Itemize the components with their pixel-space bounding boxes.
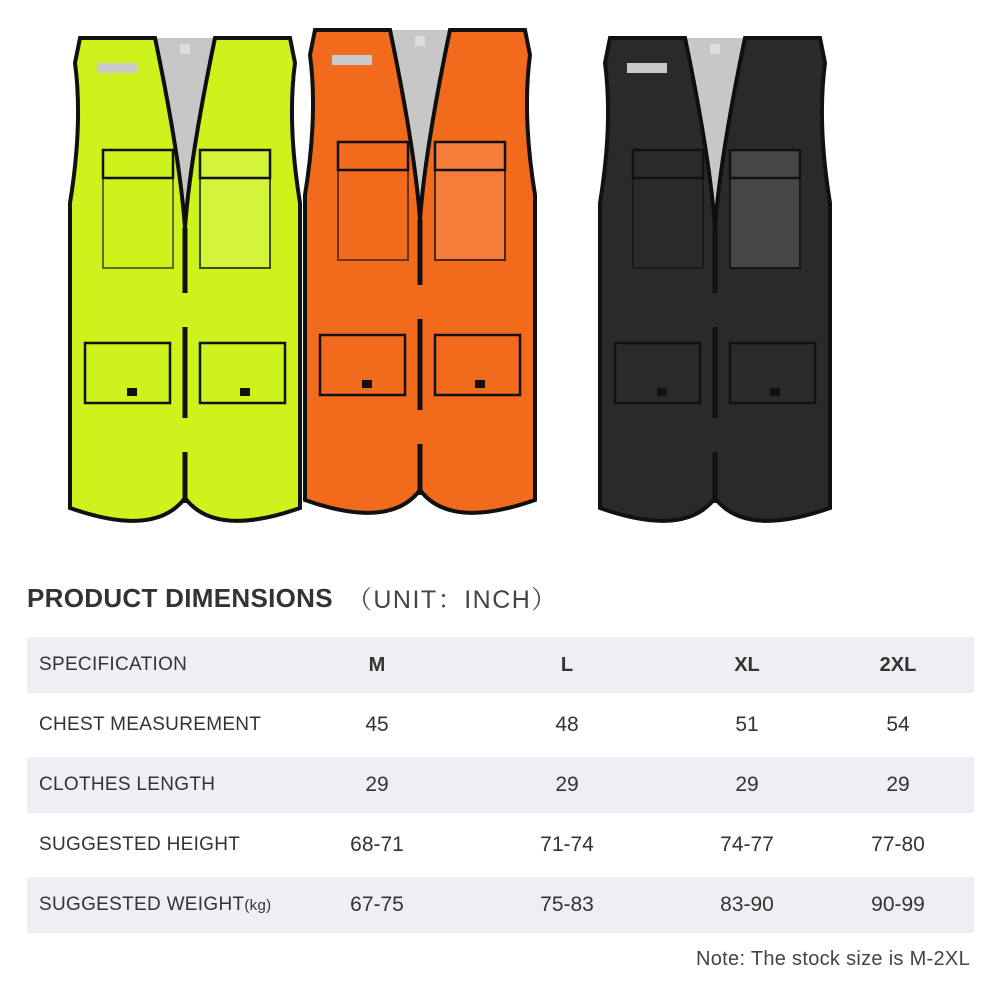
table-cell: 77-80	[822, 815, 974, 875]
table-cell: 51	[672, 695, 822, 755]
table-row	[27, 755, 974, 815]
orange-vest	[305, 30, 535, 513]
row-unit: (kg)	[244, 897, 272, 914]
table-row	[27, 695, 974, 755]
dimensions-table	[27, 637, 974, 933]
row-label: CHEST MEASUREMENT	[27, 695, 292, 755]
table-cell: 45	[292, 695, 462, 755]
size-m: M	[292, 637, 462, 695]
table-cell: 75-83	[462, 875, 672, 933]
table-cell: 67-75	[292, 875, 462, 933]
stock-size-note: Note: The stock size is M-2XL	[696, 948, 970, 970]
row-label: SUGGESTED HEIGHT	[27, 815, 292, 875]
table-cell: 48	[462, 695, 672, 755]
size-2xl: 2XL	[822, 637, 974, 695]
table-cell: 71-74	[462, 815, 672, 875]
table-cell: 29	[672, 755, 822, 815]
table-row	[27, 875, 974, 933]
table-cell: 68-71	[292, 815, 462, 875]
row-label: SUGGESTED WEIGHT(kg)	[27, 875, 292, 933]
table-cell: 83-90	[672, 875, 822, 933]
table-cell: 29	[822, 755, 974, 815]
table-row	[27, 815, 974, 875]
size-l: L	[462, 637, 672, 695]
table-cell: 29	[462, 755, 672, 815]
size-xl: XL	[672, 637, 822, 695]
table-cell: 74-77	[672, 815, 822, 875]
heading-title: PRODUCT DIMENSIONS	[27, 582, 333, 613]
black-vest	[600, 38, 830, 521]
table-cell: 90-99	[822, 875, 974, 933]
table-header-row	[27, 637, 974, 695]
table-cell: 29	[292, 755, 462, 815]
yellow-vest	[70, 38, 300, 521]
section-heading	[27, 578, 558, 618]
header-label: SPECIFICATION	[27, 637, 292, 695]
heading-unit: （UNIT：INCH）	[346, 586, 558, 614]
row-label: CLOTHES LENGTH	[27, 755, 292, 815]
table-cell: 54	[822, 695, 974, 755]
